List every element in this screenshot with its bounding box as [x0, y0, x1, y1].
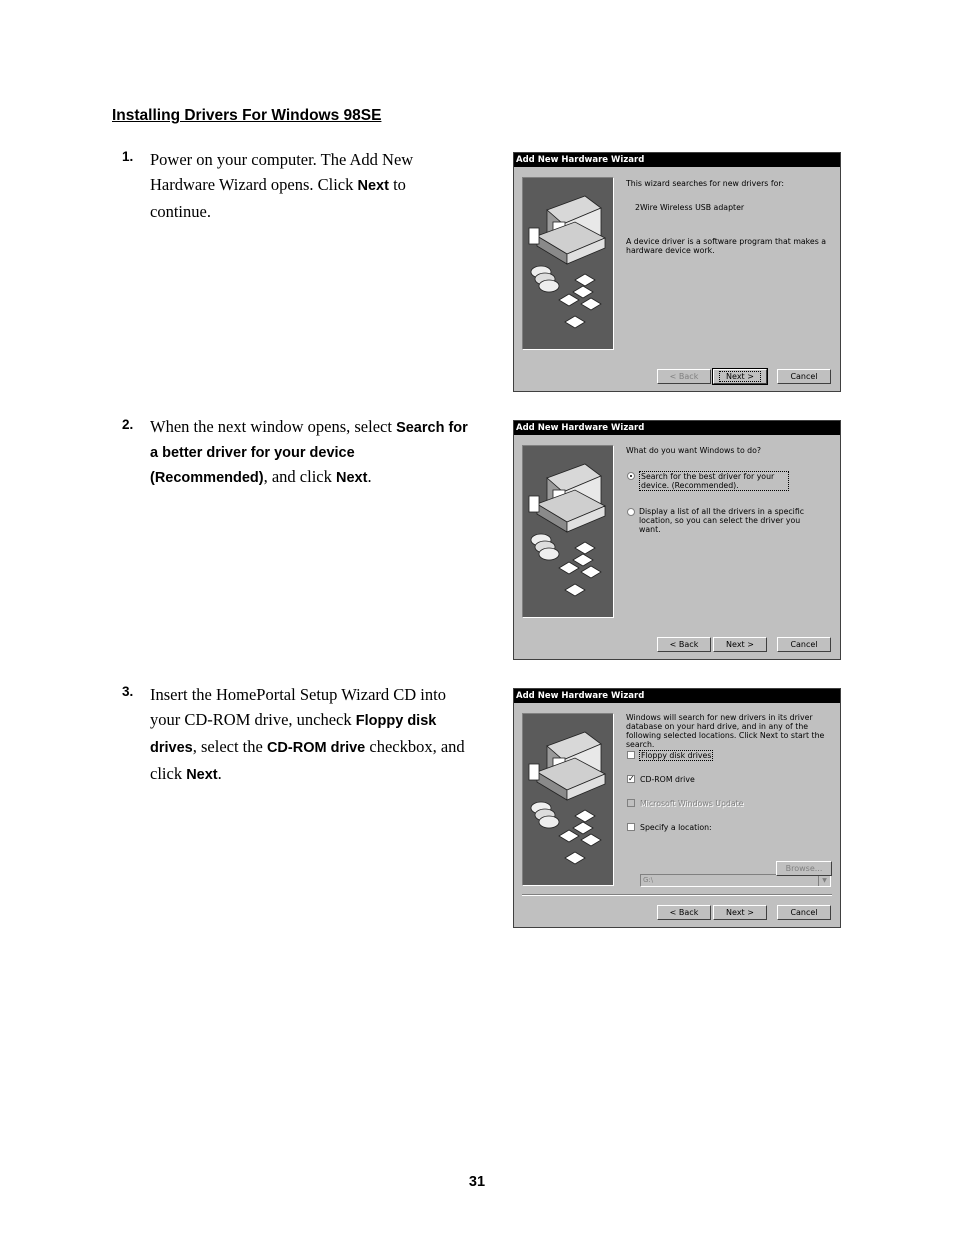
- wizard-intro: Windows will search for new drivers in its driver database on your hard drive, and in any of the following selected locations. Click Next to start the search.: [626, 713, 825, 749]
- specify-location-checkbox[interactable]: [627, 823, 635, 831]
- device-name: 2Wire Wireless USB adapter: [635, 203, 745, 212]
- back-button[interactable]: < Back: [657, 369, 711, 384]
- next-button[interactable]: Next >: [713, 369, 767, 384]
- wizard-title: Add New Hardware Wizard: [514, 689, 840, 703]
- back-button[interactable]: < Back: [657, 905, 711, 920]
- computer-cd-icon: [523, 178, 613, 349]
- display-list-label[interactable]: Display a list of all the drivers in a specific location, so you can select the driver you want.: [639, 507, 805, 534]
- floppy-checkbox[interactable]: [627, 751, 635, 759]
- chevron-down-icon[interactable]: ▼: [818, 875, 830, 886]
- hardware-illustration: [522, 177, 614, 350]
- computer-cd-icon: [523, 446, 613, 617]
- browse-button[interactable]: Browse...: [776, 861, 832, 876]
- next-button[interactable]: Next >: [713, 637, 767, 652]
- windows-update-checkbox[interactable]: [627, 799, 635, 807]
- search-radio[interactable]: [627, 472, 635, 480]
- back-button[interactable]: < Back: [657, 637, 711, 652]
- cancel-button[interactable]: Cancel: [777, 369, 831, 384]
- location-value: G:\: [643, 876, 654, 884]
- step-number: 2.: [122, 417, 134, 432]
- floppy-label[interactable]: Floppy disk drives: [641, 751, 712, 760]
- step-text: Insert the HomePortal Setup Wizard CD into your CD-ROM drive, uncheck Floppy disk drives, select the CD-ROM drive checkbox, and click Next.: [150, 685, 465, 783]
- next-button[interactable]: Next >: [713, 905, 767, 920]
- windows-update-label[interactable]: Microsoft Windows Update: [640, 799, 744, 808]
- step-text: When the next window opens, select Search for a better driver for your device (Recommended), and click Next.: [150, 417, 468, 486]
- computer-cd-icon: [523, 714, 613, 885]
- cancel-button[interactable]: Cancel: [777, 637, 831, 652]
- wizard-title: Add New Hardware Wizard: [514, 153, 840, 167]
- wizard-intro: This wizard searches for new drivers for:: [626, 179, 785, 188]
- step-number: 1.: [122, 149, 134, 164]
- cancel-button[interactable]: Cancel: [777, 905, 831, 920]
- page-number: 31: [468, 1174, 486, 1190]
- wizard-window-1: [513, 152, 841, 392]
- wizard-window-2: [513, 420, 841, 660]
- hardware-illustration: [522, 713, 614, 886]
- cdrom-label[interactable]: CD-ROM drive: [640, 775, 695, 784]
- wizard-title: Add New Hardware Wizard: [514, 421, 840, 435]
- divider: [522, 894, 832, 896]
- step-number: 3.: [122, 684, 134, 699]
- specify-location-label[interactable]: Specify a location:: [640, 823, 712, 832]
- wizard-question: What do you want Windows to do?: [626, 446, 762, 455]
- hardware-illustration: [522, 445, 614, 618]
- search-option-label[interactable]: Search for the best driver for your device. (Recommended).: [639, 471, 789, 491]
- step-text: Power on your computer. The Add New Hardware Wizard opens. Click Next to continue.: [150, 150, 414, 221]
- display-list-radio[interactable]: [627, 508, 635, 516]
- wizard-window-3: [513, 688, 841, 928]
- section-heading: Installing Drivers For Windows 98SE: [112, 107, 382, 124]
- wizard-description: A device driver is a software program that makes a hardware device work.: [626, 237, 827, 255]
- cdrom-checkbox[interactable]: ✓: [628, 774, 635, 783]
